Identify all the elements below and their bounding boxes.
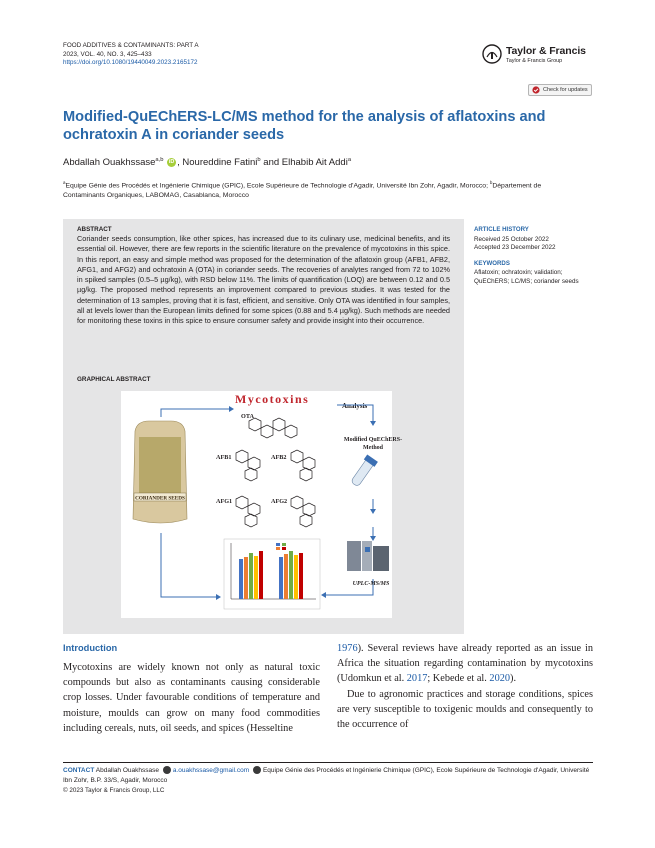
- author-list: [63, 157, 351, 168]
- test-tube-icon: [351, 454, 378, 487]
- method-label-line2: Method: [363, 445, 383, 451]
- check-updates-icon: [532, 86, 540, 94]
- citation-link[interactable]: 1976: [337, 643, 358, 654]
- abstract-text: Coriander seeds consumption, like other spices, has increased due to its culinary use, medicinal benefits, and its essential oil. However, there are few reports in the scientific literature on the prevalence of mycotoxins in this spice. In this report, an easy and simple method was proposed for the determination of the aflatoxin group (AFB1, AFB2, AFG1, and AFG2) and ochratoxin A (OTA) in coriander seeds. The recoveries of analytes ranged from 72 to 102% in spiked samples (0.5–5 µg/kg), with RSD below 11%. The limits of quantification (LOQ) are between 0.12 and 0.5 µg/kg. The proposed method represents an improvement compared to previous studies. It was tested for the determination of 13 samples, proving that it is fast, efficient, and sensitive. Only OTA was identified in four samples, all at levels lower than the European limits defined for some spices (0.88 and 5.4 µg/kg). Such methods are needed for monitoring these toxins in this spice to ensure consumer safety and provide insight into their occurrence.: [77, 234, 450, 326]
- orcid-icon[interactable]: iD: [168, 159, 175, 166]
- results-chart: [224, 539, 320, 609]
- check-updates-label: Check for updates: [543, 87, 588, 93]
- graphical-abstract-heading: GRAPHICAL ABSTRACT: [77, 376, 151, 383]
- intro-paragraph: Mycotoxins are widely known not only as natural toxic compounds but also as contaminants causing considerable crop losses. Under favourable conditions of temperature and moisture, moulds can grow on many food commodities including cereals, nuts, oil seeds, and spices (Hesseltine: [63, 662, 320, 734]
- article-title: Modified-QuEChERS-LC/MS method for the analysis of aflatoxins and ochratoxin A in coriander seeds: [63, 109, 546, 143]
- citation-link[interactable]: 2017: [406, 673, 428, 685]
- keywords-text: Aflatoxin; ochratoxin; validation; QuEChERS; LC/MS; coriander seeds: [474, 269, 579, 285]
- check-for-updates-button[interactable]: [528, 84, 592, 96]
- toxin-structures: [236, 418, 315, 527]
- toxin-label: AFG1: [216, 498, 233, 505]
- accepted-date: Accepted 23 December 2022: [474, 244, 556, 252]
- doi-link[interactable]: https://doi.org/10.1080/19440049.2023.2165172: [63, 59, 198, 67]
- author-name: Elhabib Ait Addi: [281, 157, 348, 169]
- author-affil-marker: b: [257, 157, 261, 163]
- article-sidebar: [474, 226, 594, 287]
- author-affil-marker: a,b: [155, 157, 164, 163]
- ga-analysis-label: Analysis: [342, 402, 368, 410]
- intro-text: ). Several reviews have already reported as an issue in Africa the situation regarding contamination by mycotoxins (Udomkun et al.: [337, 643, 593, 685]
- keywords-heading: KEYWORDS: [474, 259, 510, 267]
- toxin-label: OTA: [241, 413, 254, 420]
- received-date: Received 25 October 2022: [474, 235, 549, 243]
- method-label-line1: Modified QuEChERS-: [343, 437, 403, 443]
- address-icon: [253, 766, 261, 774]
- coriander-seeds-bag: [133, 421, 187, 523]
- toxin-label: AFB2: [271, 454, 287, 461]
- journal-volume: 2023, VOL. 40, NO. 3, 425–433: [63, 50, 152, 58]
- affil-marker: b: [489, 180, 493, 185]
- intro-paragraph: Due to agronomic practices and storage conditions, spices are very susceptible to toxigenic moulds and consequently to the occurrence of: [337, 688, 593, 731]
- citation-link[interactable]: 2020: [489, 673, 511, 685]
- contact-name: Abdallah Ouakhssase: [95, 767, 159, 774]
- toxin-label: AFB1: [216, 454, 232, 461]
- graphical-abstract: [121, 391, 403, 618]
- intro-text: ).: [510, 673, 517, 685]
- instrument-label: UPLC-MS/MS: [352, 581, 390, 587]
- publisher-name: Taylor & Francis: [506, 44, 586, 57]
- email-icon: [163, 766, 171, 774]
- journal-meta: [63, 42, 323, 68]
- toxin-labels: [216, 413, 287, 505]
- contact-address: Equipe Génie des Procédés et Ingénierie Chimique (GPIC), Ecole Supérieure de Technologie d'Agadir, Université Ibn Zohr, B.P. 33/S, Agadir, Morocco: [63, 767, 590, 784]
- graphical-abstract-figure: [121, 391, 403, 618]
- article-history-heading: ARTICLE HISTORY: [474, 226, 529, 233]
- affiliation-text: Equipe Génie des Procédés et Ingénierie Chimique (GPIC), Ecole Supérieure de Technologie d'Agadir, Université Ibn Zohr, Agadir, Morocco;: [65, 182, 490, 190]
- section-heading-introduction: Introduction: [63, 643, 118, 653]
- taylor-francis-logo-icon: [482, 44, 502, 64]
- intro-paragraph-continued: [337, 641, 593, 687]
- footer-rule: [63, 762, 593, 763]
- intro-column-right: [337, 641, 593, 732]
- affiliation-text: Département de Contaminants Organiques, LABOMAG, Casablanca, Morocco: [63, 182, 542, 199]
- intro-text: ; Kebede et al.: [427, 673, 490, 685]
- affil-marker: a: [63, 180, 66, 185]
- copyright-notice: © 2023 Taylor & Francis Group, LLC: [63, 787, 165, 794]
- author-separator: and: [260, 157, 282, 169]
- intro-column-left: [63, 660, 320, 736]
- author-separator: ,: [177, 157, 183, 169]
- journal-name: FOOD ADDITIVES & CONTAMINANTS: PART A: [63, 42, 199, 49]
- toxin-label: AFG2: [271, 498, 288, 505]
- contact-label: CONTACT: [63, 767, 95, 774]
- contact-info: [63, 766, 593, 785]
- author-affil-marker: a: [347, 157, 352, 163]
- publisher-group: Taylor & Francis Group: [506, 57, 563, 64]
- publisher-logo[interactable]: [482, 44, 586, 64]
- affiliations: [63, 178, 583, 200]
- contact-email-link[interactable]: a.ouakhssase@gmail.com: [172, 767, 250, 774]
- abstract-heading: ABSTRACT: [77, 226, 112, 233]
- ga-title: Mycotoxins: [235, 392, 310, 406]
- uplc-instrument-icon: [347, 541, 389, 571]
- author-name: Noureddine Fatini: [182, 157, 258, 169]
- author-name: Abdallah Ouakhssase: [63, 157, 156, 169]
- bag-label: CORIANDER SEEDS: [135, 495, 185, 502]
